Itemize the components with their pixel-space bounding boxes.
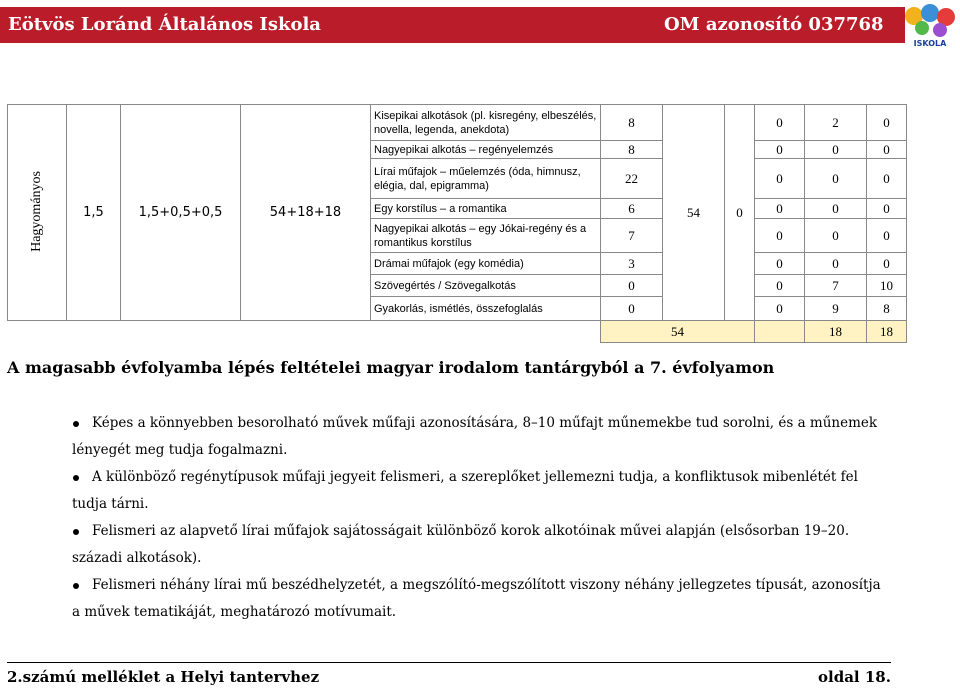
value-a: 22 [601, 159, 663, 199]
om-id: OM azonosító 037768 [664, 14, 884, 35]
totals-row [8, 321, 907, 343]
logo-text: ISKOLA [913, 39, 947, 48]
value-a: 8 [601, 105, 663, 141]
list-item [60, 464, 890, 518]
page-header [0, 0, 960, 50]
value-d: 0 [867, 199, 907, 219]
page-number: oldal 18. [818, 668, 891, 686]
bullet-icon [73, 475, 79, 481]
value-c: 7 [805, 275, 867, 297]
total-d: 18 [867, 321, 907, 343]
col3-cell: 54+18+18 [241, 105, 371, 321]
value-c: 2 [805, 105, 867, 141]
requirements-list [60, 410, 890, 626]
value-a: 0 [601, 297, 663, 321]
list-item [60, 572, 890, 626]
list-item-text-cont: lényegét meg tudja fogalmazni. [72, 442, 288, 458]
total-54-cell: 54 [663, 105, 725, 321]
value-d: 0 [867, 219, 907, 253]
curriculum-table [7, 104, 907, 343]
value-a: 8 [601, 141, 663, 159]
value-c: 0 [805, 219, 867, 253]
bullet-icon [73, 529, 79, 535]
list-item [60, 410, 890, 464]
list-item-text: A különböző regénytípusok műfaji jegyeit felismeri, a szereplőket jellemezni tudja, a konfliktusok mibenlétét fel [92, 469, 858, 485]
value-a: 7 [601, 219, 663, 253]
table-row [8, 105, 907, 141]
topic-cell: Nagyepikai alkotás – regényelemzés [371, 141, 601, 159]
category-cell [8, 105, 67, 321]
topic-cell: Gyakorlás, ismétlés, összefoglalás [371, 297, 601, 321]
school-name: Eötvös Loránd Általános Iskola [8, 14, 321, 35]
col1-cell: 1,5 [67, 105, 121, 321]
footer-divider [7, 662, 891, 663]
list-item-text-cont: a művek tematikáját, meghatározó motívumait. [72, 604, 397, 620]
value-b: 0 [755, 141, 805, 159]
value-c: 9 [805, 297, 867, 321]
topic-cell: Egy korstílus – a romantika [371, 199, 601, 219]
topic-cell: Nagyepikai alkotás – egy Jókai-regény és a romantikus korstílus [371, 219, 601, 253]
value-c: 0 [805, 253, 867, 275]
list-item-text: Felismeri az alapvető lírai műfajok sajátosságait különböző korok alkotóinak művei alapján (elsősorban 19–20. [92, 523, 850, 539]
topic-cell: Kisepikai alkotások (pl. kisregény, elbeszélés, novella, legenda, anekdota) [371, 105, 601, 141]
value-a: 0 [601, 275, 663, 297]
value-d: 0 [867, 253, 907, 275]
value-b: 0 [755, 253, 805, 275]
value-c: 0 [805, 159, 867, 199]
total-c: 18 [805, 321, 867, 343]
bullet-icon [73, 583, 79, 589]
value-b: 0 [755, 275, 805, 297]
value-b: 0 [755, 219, 805, 253]
footer-annex: 2.számú melléklet a Helyi tantervhez [7, 668, 320, 686]
value-c: 0 [805, 199, 867, 219]
value-d: 0 [867, 141, 907, 159]
value-a: 3 [601, 253, 663, 275]
list-item-text: Felismeri néhány lírai mű beszédhelyzetét, a megszólító-megszólított viszony néhány jellegzetes típusát, azonosítja [92, 577, 881, 593]
list-item-text: Képes a könnyebben besorolható művek műfaji azonosítására, 8–10 műfajt műnemekbe tud sorolni, és a műnemek [92, 415, 878, 431]
bullet-icon [73, 421, 79, 427]
value-c: 0 [805, 141, 867, 159]
value-b: 0 [755, 199, 805, 219]
total-a: 54 [601, 321, 755, 343]
value-a: 6 [601, 199, 663, 219]
value-d: 0 [867, 159, 907, 199]
topic-cell: Drámai műfajok (egy komédia) [371, 253, 601, 275]
value-b: 0 [755, 297, 805, 321]
list-item-text-cont: tudja tárni. [72, 496, 149, 512]
value-d: 0 [867, 105, 907, 141]
section-heading: A magasabb évfolyamba lépés feltételei magyar irodalom tantárgyból a 7. évfolyamon [7, 358, 775, 377]
category-label: Hagyományos [29, 170, 44, 252]
value-d: 10 [867, 275, 907, 297]
value-d: 8 [867, 297, 907, 321]
list-item [60, 518, 890, 572]
col2-cell: 1,5+0,5+0,5 [121, 105, 241, 321]
mid-0-cell: 0 [725, 105, 755, 321]
topic-cell: Lírai műfajok – műelemzés (óda, himnusz, elégia, dal, epigramma) [371, 159, 601, 199]
school-logo [900, 0, 960, 50]
value-b: 0 [755, 159, 805, 199]
topic-cell: Szövegértés / Szövegalkotás [371, 275, 601, 297]
value-b: 0 [755, 105, 805, 141]
list-item-text-cont: századi alkotások). [72, 550, 202, 566]
